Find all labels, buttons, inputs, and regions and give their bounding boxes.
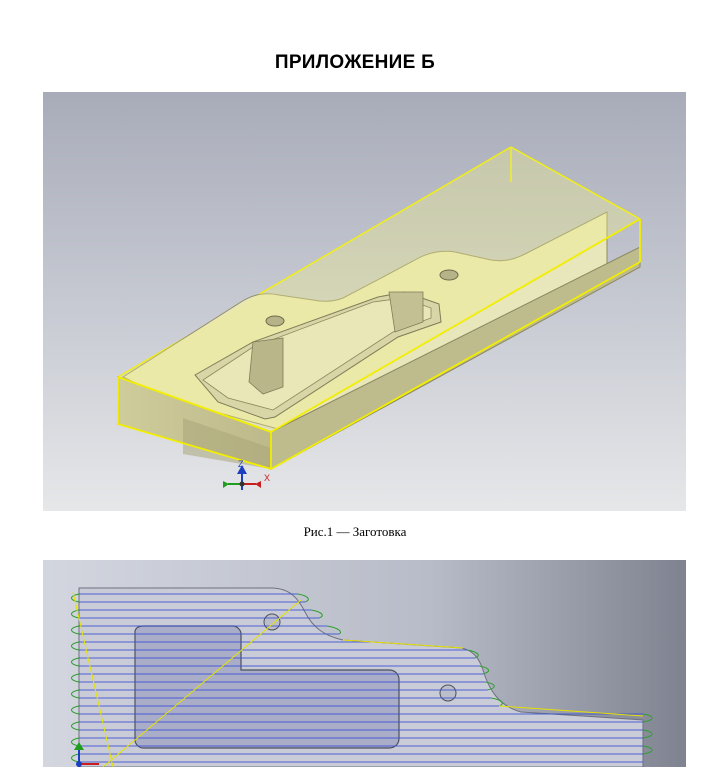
page-heading: ПРИЛОЖЕНИЕ Б — [274, 52, 436, 73]
z-axis-label: Z — [238, 459, 244, 469]
blank-3d-model — [43, 92, 686, 511]
x-axis-label: X — [264, 473, 271, 483]
toolpath-model — [43, 560, 686, 767]
hole-top-view-1 — [264, 614, 280, 630]
figure-1-caption: Рис.1 — Заготовка — [303, 524, 407, 539]
hole-top-view-2 — [440, 685, 456, 701]
hole-2 — [440, 270, 458, 280]
hole-1 — [266, 316, 284, 326]
figure-blank-3d-view — [43, 92, 686, 511]
figure-toolpath-view — [43, 560, 686, 767]
